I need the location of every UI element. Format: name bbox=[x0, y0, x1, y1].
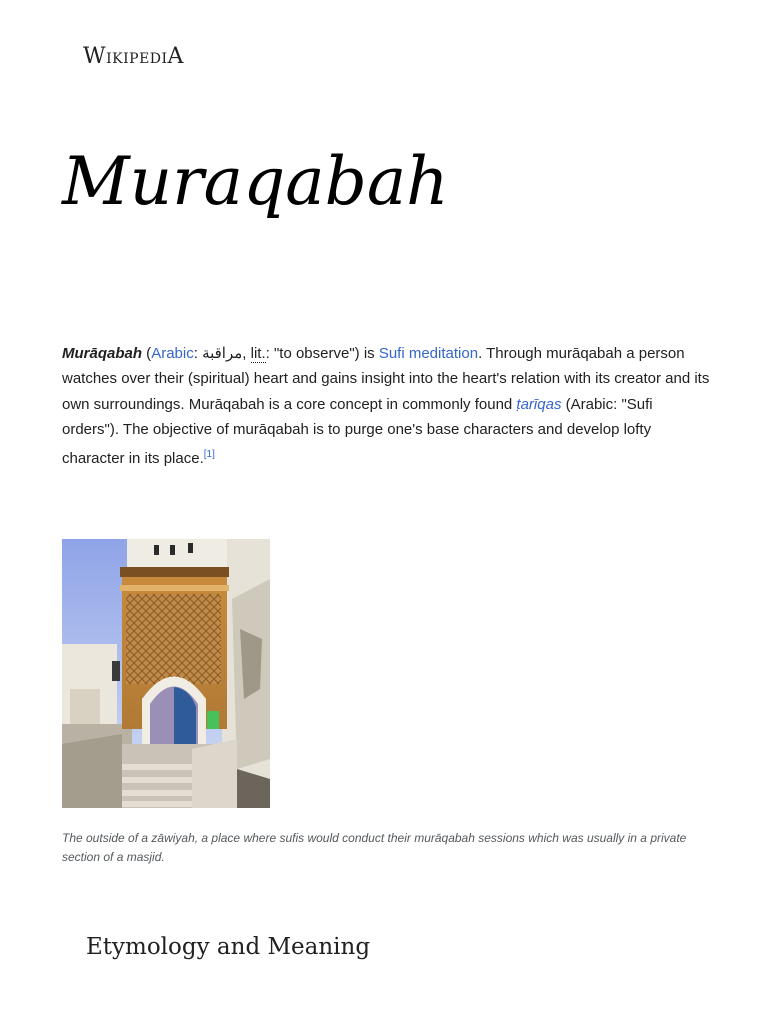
lead-arabic: : مراقبة, bbox=[193, 345, 251, 362]
logo-letters: ikipedi bbox=[106, 44, 168, 68]
section-heading-etymology[interactable]: Etymology and Meaning bbox=[86, 934, 371, 960]
lead-gloss: : "to observe") is bbox=[265, 345, 379, 362]
lead-paren: ( bbox=[142, 345, 152, 362]
page-title: Muraqabah bbox=[62, 143, 449, 220]
logo-letter-w: W bbox=[83, 44, 107, 69]
tariqas-link[interactable]: ṭarīqas bbox=[516, 395, 562, 413]
arabic-language-link[interactable]: Arabic bbox=[151, 345, 194, 362]
logo-letter-a: A bbox=[167, 44, 184, 69]
sufi-meditation-link[interactable]: Sufi meditation bbox=[378, 345, 479, 362]
reference-link-1[interactable]: [1] bbox=[203, 449, 215, 461]
lead-text-1: . Through murāqabah a person watches over their (spiritual) heart and gains insight into the heart's relation with its creator and its own surroundings. Murāqabah is a core concept in commonly found bbox=[62, 345, 710, 413]
lead-term: Murāqabah bbox=[62, 345, 143, 362]
lit-abbreviation[interactable]: lit. bbox=[250, 345, 266, 362]
figure-caption: The outside of a zāwiyah, a place where sufis would conduct their murāqabah sessions which was usually in a private section of a masjid. bbox=[62, 831, 687, 864]
lead-paragraph bbox=[62, 341, 710, 471]
zawiyah-image[interactable] bbox=[62, 539, 270, 808]
wikipedia-logo[interactable] bbox=[83, 44, 184, 69]
lead-text-2: (Arabic: "Sufi orders"). The objective of murāqabah is to purge one's base characters and develop lofty character in its place. bbox=[62, 395, 653, 468]
